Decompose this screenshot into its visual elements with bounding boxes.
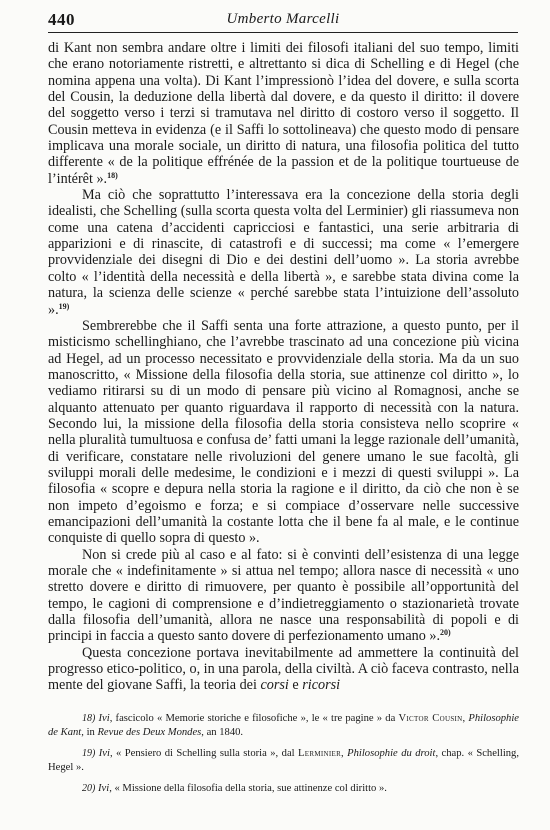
body-text (48, 40, 519, 694)
footnote-number: 19) (82, 748, 96, 759)
paragraph (48, 187, 519, 318)
text-run: e (288, 677, 303, 694)
italic-text: Philosophie du droit (347, 748, 436, 759)
footnote-reference: 18) (107, 170, 118, 180)
text-run: , chap. « Schelling, Hegel ». (48, 748, 520, 773)
italic-text: corsi (260, 677, 289, 694)
italic-text: ricorsi (302, 677, 341, 694)
text-run: , « Pensiero di Schelling sulla storia », dal (109, 748, 299, 759)
footnote (48, 747, 519, 775)
text-run: , an 1840. (201, 727, 244, 738)
footnote-reference: 19) (58, 301, 70, 311)
footnote-number: 20) (82, 783, 96, 794)
italic-text: Philosophie de Kant (48, 713, 520, 738)
italic-text: Ivi (98, 783, 110, 794)
footnote-number: 18) (82, 713, 96, 724)
footnote (48, 782, 519, 796)
text-run: , in (81, 727, 98, 738)
author-name: Lerminier (298, 748, 342, 759)
paragraph (48, 40, 519, 187)
text-run: , (341, 748, 348, 759)
paragraph (48, 547, 519, 645)
text-run: Non si crede più al caso e al fato: si è convinti dell’esistenza di una legge morale che « indefinitamente » si attua nel tempo; allora nasce di necessità « uno stretto dovere e diritto di rimuovere, per quanto è possibile all’opportunità del tempo, le cagioni di comprensione e d’indietreggiamento o stazionarietà trovate dalla filosofia dell’umanità, allora ne nasce una responsabilità di popoli e di principi in faccia a questo santo dovere di perfezionamento umano ». (48, 546, 519, 645)
paragraph (48, 318, 519, 547)
text-run: Questa concezione portava inevitabilmente ad ammettere la continuità del progresso etico-politico, o, in una parola, della civiltà. A ciò faceva contrasto, nella mente del giovane Saffi, la teoria dei (48, 644, 519, 694)
running-title: Umberto Marcelli (226, 11, 340, 27)
footnote-reference: 20) (440, 628, 451, 638)
text-run: Sembrerebbe che il Saffi senta una forte attrazione, a questo punto, per il misticismo schellinghiano, che l’avrebbe trascinato ad una concezione più vicina ad Hegel, ad un processo necessitato e provvidenziale della storia. Ma da un suo manoscritto, « Missione della filosofia della storia, sue attinenze col diritto », lo vediamo ritirarsi su di un modo di pensare più vicino al Romagnosi, anche se alquanto attenuato per quanto riguardava il rapporto di necessità con la natura. Secondo lui, la missione della filosofia della storia consisteva nello scoprire « nella pluralità tumultuosa e confusa de’ fatti umani la legge razionale dell’umanità, di verificare, constatare nelle rivoluzioni del genere umano le sue facoltà, gli sviluppi morali delle medesime, le condizioni e i mezzi di questi sviluppi ». La filosofia « scopre e depura nella storia la ragione e il diritto, da ciò che non è se non impeto d’egoismo e forza; e si compiace d’osservare nelle successive emancipazioni dell’umanità la costante lotta che il bene fa al male, e le continue conquiste di quello sopra di questo ». (48, 317, 519, 547)
text-run: , « Missione della filosofia della storia, sue attinenze col diritto ». (109, 783, 387, 794)
text-run: Ma ciò che soprattutto l’interessava era la concezione della storia degli idealisti, che Schelling (sulla scorta questa volta del Lerminier) gli riassumeva non come una catena d’accidenti capricciosi e fantastici, una serie arbitraria di apparizioni e di rinascite, di catastrofi e di successi; ma come « l’emergere provvidenziale dei disegni di Dio e dei destini dell’uomo ». La storia avrebbe colto « l’identità della necessità e della libertà », e sarebbe stata divina come la natura, la scienza delle scienze « perché sarebbe stata l’intuizione dell’assoluto ». (48, 187, 519, 318)
text-run: di Kant non sembra andare oltre i limiti dei filosofi italiani del suo tempo, limiti che erano notoriamente ristretti, e altrettanto si dica di Schelling e di Hegel (che nomina appena una volta). Di Kant l’impressionò l’idea del dovere, e sulla scorta del Cousin, la deduzione della libertà dal dovere, e da questo il diritto: il dovere del soggetto verso i terzi si tramutava nel diritto di costoro verso il soggetto. Il Cousin metteva in evidenza (e il Saffi lo sottolineava) che questo modo di pensare implicava una morale sociale, un diritto di natura, una filosofia politica del tutto differente « de la politique effrénée de la passion et de la politique tourtueuse de l’intérêt ». (48, 40, 519, 187)
italic-text: Ivi (98, 713, 110, 724)
text-run: , fascicolo « Memorie storiche e filosofiche », le « tre pagine » da (109, 713, 399, 724)
text-run: , (462, 713, 469, 724)
header-rule (48, 32, 518, 33)
italic-text: Revue des Deux Mondes (97, 727, 202, 738)
author-name: Victor Cousin (398, 713, 463, 724)
footnotes-section (48, 712, 519, 803)
page-header (48, 10, 518, 34)
italic-text: Ivi (98, 748, 110, 759)
footnote (48, 712, 519, 740)
paragraph (48, 645, 519, 694)
page-number: 440 (48, 10, 75, 29)
